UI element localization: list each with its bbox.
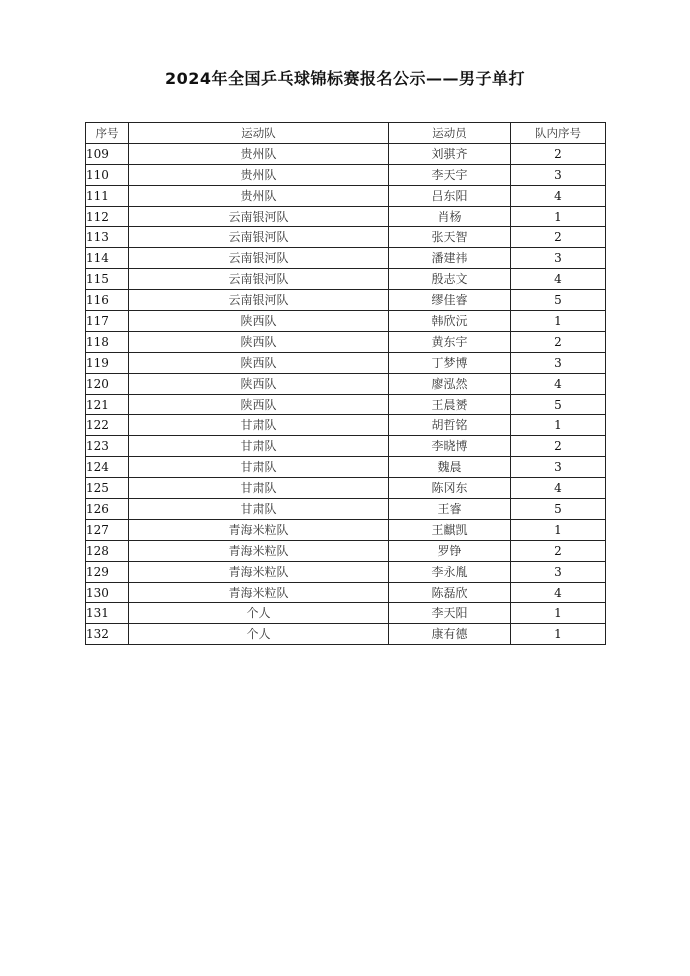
cell-team: 青海米粒队 bbox=[129, 561, 389, 582]
cell-serial-number: 121 bbox=[86, 394, 129, 415]
cell-team-order: 4 bbox=[511, 269, 606, 290]
table-row bbox=[86, 227, 606, 248]
table-row bbox=[86, 290, 606, 311]
table-row bbox=[86, 185, 606, 206]
cell-team: 云南银河队 bbox=[129, 206, 389, 227]
cell-serial-number: 124 bbox=[86, 457, 129, 478]
page-title: 2024年全国乒乓球锦标赛报名公示——男子单打 bbox=[164, 69, 526, 88]
cell-serial-number: 125 bbox=[86, 478, 129, 499]
cell-team-order: 3 bbox=[511, 164, 606, 185]
table-row bbox=[86, 164, 606, 185]
cell-team: 青海米粒队 bbox=[129, 582, 389, 603]
table-row bbox=[86, 248, 606, 269]
cell-serial-number: 113 bbox=[86, 227, 129, 248]
cell-athlete: 丁梦博 bbox=[389, 352, 511, 373]
cell-team: 个人 bbox=[129, 624, 389, 645]
cell-serial-number: 122 bbox=[86, 415, 129, 436]
cell-team-order: 1 bbox=[511, 415, 606, 436]
cell-team-order: 1 bbox=[511, 603, 606, 624]
table-row bbox=[86, 415, 606, 436]
cell-athlete: 康有德 bbox=[389, 624, 511, 645]
table-row bbox=[86, 331, 606, 352]
cell-team-order: 4 bbox=[511, 185, 606, 206]
cell-team: 贵州队 bbox=[129, 164, 389, 185]
cell-team: 甘肃队 bbox=[129, 415, 389, 436]
cell-team: 青海米粒队 bbox=[129, 540, 389, 561]
cell-team: 青海米粒队 bbox=[129, 519, 389, 540]
table-row bbox=[86, 206, 606, 227]
cell-serial-number: 118 bbox=[86, 331, 129, 352]
cell-serial-number: 110 bbox=[86, 164, 129, 185]
table-row bbox=[86, 311, 606, 332]
cell-team: 贵州队 bbox=[129, 185, 389, 206]
cell-serial-number: 119 bbox=[86, 352, 129, 373]
cell-athlete: 殷志文 bbox=[389, 269, 511, 290]
cell-team: 甘肃队 bbox=[129, 499, 389, 520]
cell-serial-number: 126 bbox=[86, 499, 129, 520]
cell-team-order: 2 bbox=[511, 143, 606, 164]
cell-serial-number: 123 bbox=[86, 436, 129, 457]
cell-serial-number: 117 bbox=[86, 311, 129, 332]
cell-serial-number: 114 bbox=[86, 248, 129, 269]
table-row bbox=[86, 269, 606, 290]
cell-serial-number: 132 bbox=[86, 624, 129, 645]
cell-athlete: 吕东阳 bbox=[389, 185, 511, 206]
header-team-order: 队内序号 bbox=[511, 123, 606, 144]
cell-athlete: 潘建祎 bbox=[389, 248, 511, 269]
cell-team-order: 4 bbox=[511, 373, 606, 394]
cell-team-order: 2 bbox=[511, 331, 606, 352]
cell-team-order: 1 bbox=[511, 624, 606, 645]
cell-team: 个人 bbox=[129, 603, 389, 624]
cell-athlete: 胡哲铭 bbox=[389, 415, 511, 436]
cell-team: 贵州队 bbox=[129, 143, 389, 164]
table-body bbox=[86, 143, 606, 644]
cell-athlete: 黄东宇 bbox=[389, 331, 511, 352]
cell-team: 陕西队 bbox=[129, 373, 389, 394]
cell-team: 陕西队 bbox=[129, 394, 389, 415]
cell-team: 云南银河队 bbox=[129, 227, 389, 248]
cell-athlete: 李天阳 bbox=[389, 603, 511, 624]
cell-athlete: 陈磊欣 bbox=[389, 582, 511, 603]
cell-athlete: 李天宇 bbox=[389, 164, 511, 185]
table-row bbox=[86, 519, 606, 540]
cell-serial-number: 112 bbox=[86, 206, 129, 227]
cell-athlete: 魏晨 bbox=[389, 457, 511, 478]
cell-team-order: 1 bbox=[511, 519, 606, 540]
cell-team-order: 3 bbox=[511, 248, 606, 269]
cell-athlete: 王晨赟 bbox=[389, 394, 511, 415]
table-row bbox=[86, 457, 606, 478]
registration-table bbox=[85, 122, 606, 645]
cell-athlete: 廖泓然 bbox=[389, 373, 511, 394]
cell-serial-number: 111 bbox=[86, 185, 129, 206]
cell-serial-number: 109 bbox=[86, 143, 129, 164]
cell-serial-number: 129 bbox=[86, 561, 129, 582]
table-row bbox=[86, 582, 606, 603]
table-row bbox=[86, 540, 606, 561]
cell-team: 云南银河队 bbox=[129, 290, 389, 311]
table-row bbox=[86, 603, 606, 624]
cell-team-order: 2 bbox=[511, 436, 606, 457]
table-row bbox=[86, 373, 606, 394]
cell-team: 云南银河队 bbox=[129, 269, 389, 290]
cell-serial-number: 128 bbox=[86, 540, 129, 561]
cell-team-order: 2 bbox=[511, 227, 606, 248]
table-row bbox=[86, 624, 606, 645]
cell-serial-number: 127 bbox=[86, 519, 129, 540]
cell-athlete: 李晓博 bbox=[389, 436, 511, 457]
table-header-row bbox=[86, 123, 606, 144]
cell-team: 陕西队 bbox=[129, 352, 389, 373]
cell-athlete: 肖杨 bbox=[389, 206, 511, 227]
cell-athlete: 缪佳睿 bbox=[389, 290, 511, 311]
cell-team-order: 3 bbox=[511, 352, 606, 373]
table-row bbox=[86, 143, 606, 164]
cell-team: 甘肃队 bbox=[129, 457, 389, 478]
cell-team-order: 3 bbox=[511, 457, 606, 478]
cell-athlete: 罗铮 bbox=[389, 540, 511, 561]
cell-team-order: 1 bbox=[511, 206, 606, 227]
cell-serial-number: 116 bbox=[86, 290, 129, 311]
cell-team-order: 5 bbox=[511, 394, 606, 415]
cell-athlete: 陈冈东 bbox=[389, 478, 511, 499]
cell-serial-number: 120 bbox=[86, 373, 129, 394]
cell-athlete: 韩欣沅 bbox=[389, 311, 511, 332]
cell-team: 甘肃队 bbox=[129, 478, 389, 499]
cell-serial-number: 115 bbox=[86, 269, 129, 290]
cell-serial-number: 131 bbox=[86, 603, 129, 624]
cell-team: 陕西队 bbox=[129, 331, 389, 352]
cell-team-order: 4 bbox=[511, 478, 606, 499]
cell-team-order: 1 bbox=[511, 311, 606, 332]
cell-team: 陕西队 bbox=[129, 311, 389, 332]
header-team: 运动队 bbox=[129, 123, 389, 144]
cell-team-order: 5 bbox=[511, 290, 606, 311]
cell-team: 云南银河队 bbox=[129, 248, 389, 269]
header-serial-number: 序号 bbox=[86, 123, 129, 144]
cell-athlete: 王麒凯 bbox=[389, 519, 511, 540]
cell-team: 甘肃队 bbox=[129, 436, 389, 457]
table-row bbox=[86, 352, 606, 373]
table-row bbox=[86, 561, 606, 582]
cell-athlete: 刘骐齐 bbox=[389, 143, 511, 164]
cell-team-order: 3 bbox=[511, 561, 606, 582]
table-row bbox=[86, 478, 606, 499]
table-row bbox=[86, 436, 606, 457]
cell-athlete: 王睿 bbox=[389, 499, 511, 520]
table-row bbox=[86, 394, 606, 415]
cell-team-order: 2 bbox=[511, 540, 606, 561]
table-row bbox=[86, 499, 606, 520]
header-athlete: 运动员 bbox=[389, 123, 511, 144]
cell-team-order: 4 bbox=[511, 582, 606, 603]
cell-athlete: 张天智 bbox=[389, 227, 511, 248]
cell-serial-number: 130 bbox=[86, 582, 129, 603]
cell-athlete: 李永胤 bbox=[389, 561, 511, 582]
cell-team-order: 5 bbox=[511, 499, 606, 520]
